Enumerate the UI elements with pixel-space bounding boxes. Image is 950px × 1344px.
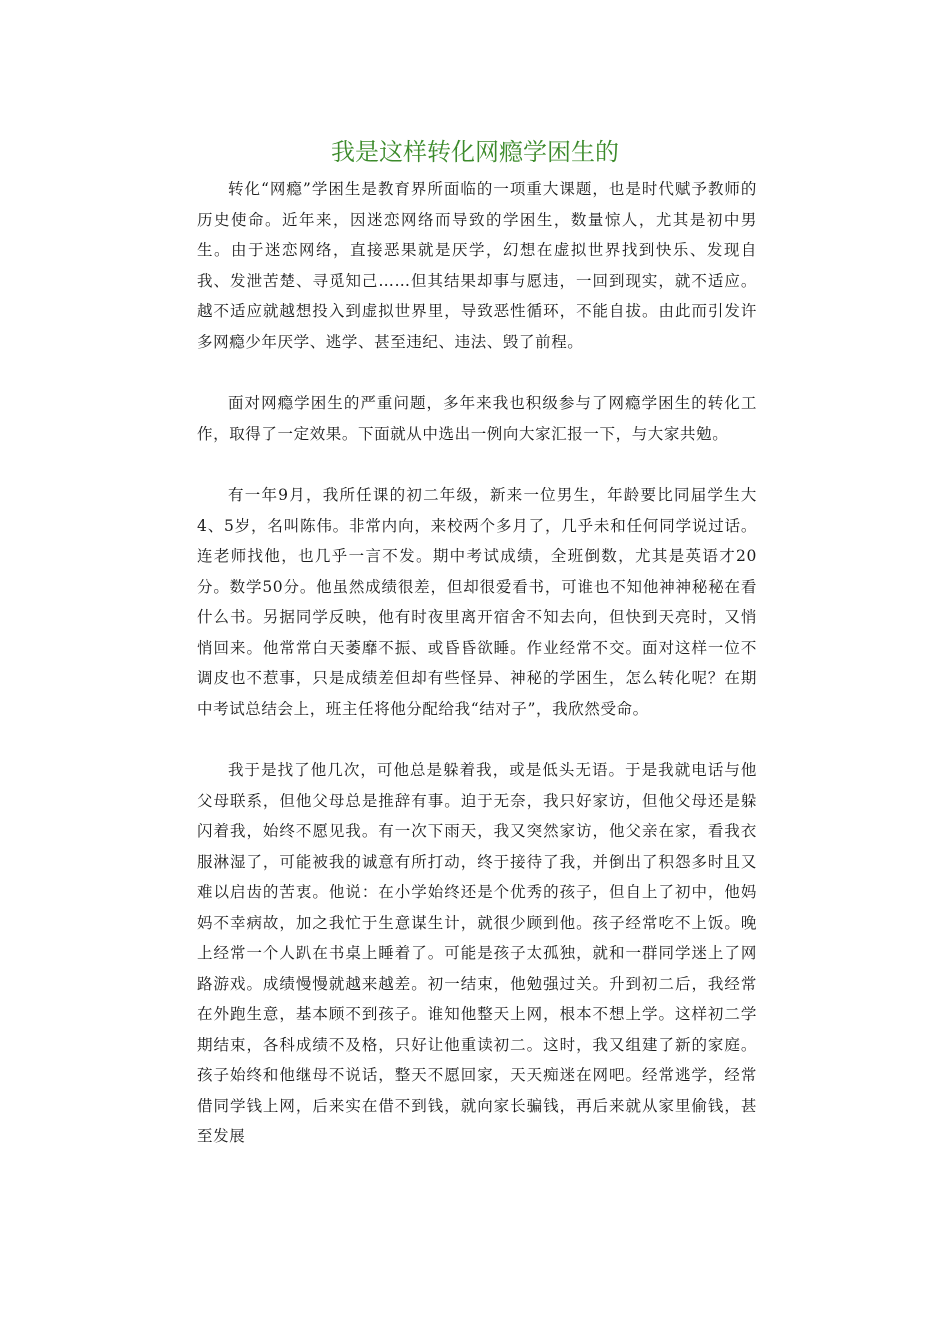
paragraph-4: 我于是找了他几次，可他总是躲着我，或是低头无语。于是我就电话与他父母联系，但他父母总是推辞有事。迫于无奈，我只好家访，但他父母还是躲闪着我，始终不愿见我。有一次下雨天，我又突然家访，他父亲在家，看我衣服淋湿了，可能被我的诚意有所打动，终于接待了我，并倒出了积怨多时且又难以启齿的苦衷。他说：在小学始终还是个优秀的孩子，但自上了初中，他妈妈不幸病故，加之我忙于生意谋生计，就很少顾到他。孩子经常吃不上饭。晚上经常一个人趴在书桌上睡着了。可能是孩子太孤独，就和一群同学迷上了网路游戏。成绩慢慢就越来越差。初一结束，他勉强过关。升到初二后，我经常在外跑生意，基本顾不到孩子。谁知他整天上网，根本不想上学。这样初二学期结束，各科成绩不及格，只好让他重读初二。这时，我又组建了新的家庭。孩子始终和他继母不说话，整天不愿回家，天天痴迷在网吧。经常逃学，经常借同学钱上网，后来实在借不到钱，就向家长骗钱，再后来就从家里偷钱，甚至发展 bbox=[197, 761, 757, 1145]
document-body bbox=[197, 174, 757, 1152]
paragraph-3: 有一年9月，我所任课的初二年级，新来一位男生，年龄要比同届学生大4、5岁，名叫陈伟。非常内向，来校两个多月了，几乎未和任何同学说过话。连老师找他，也几乎一言不发。期中考试成绩，全班倒数，尤其是英语才20分。数学50分。他虽然成绩很差，但却很爱看书，可谁也不知他神神秘秘在看什么书。另据同学反映，他有时夜里离开宿舍不知去向，但快到天亮时，又悄悄回来。他常常白天萎靡不振、或昏昏欲睡。作业经常不交。面对这样一位不调皮也不惹事，只是成绩差但却有些怪异、神秘的学困生，怎么转化呢？在期中考试总结会上，班主任将他分配给我“结对子”，我欣然受命。 bbox=[197, 486, 757, 718]
paragraph-2: 面对网瘾学困生的严重问题，多年来我也积级参与了网瘾学困生的转化工作，取得了一定效果。下面就从中选出一例向大家汇报一下，与大家共勉。 bbox=[197, 394, 757, 443]
document-title: 我是这样转化网瘾学困生的 bbox=[331, 138, 619, 166]
paragraph-1: 转化“网瘾”学困生是教育界所面临的一项重大课题，也是时代赋予教师的历史使命。近年来，因迷恋网络而导致的学困生，数量惊人，尤其是初中男生。由于迷恋网络，直接恶果就是厌学，幻想在虚拟世界找到快乐、发现自我、发泄苦楚、寻觅知己……但其结果却事与愿违，一回到现实，就不适应。越不适应就越想投入到虚拟世界里，导致恶性循环，不能自拔。由此而引发许多网瘾少年厌学、逃学、甚至违纪、违法、毁了前程。 bbox=[197, 180, 757, 351]
